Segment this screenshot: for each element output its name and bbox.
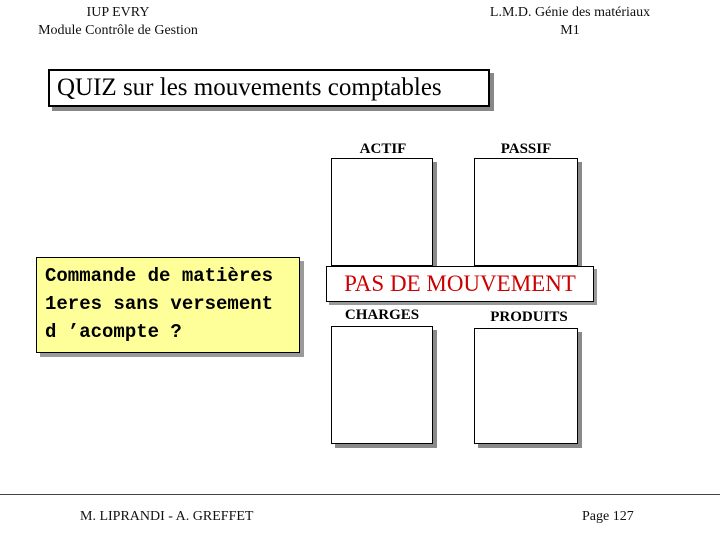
header-program: L.M.D. Génie des matériaux — [489, 5, 651, 20]
question-line-2: 1eres sans versement — [45, 293, 274, 315]
footer-authors: M. LIPRANDI - A. GREFFET — [80, 509, 254, 524]
header-left — [18, 4, 218, 40]
footer-page-number: Page 127 — [582, 509, 634, 524]
passif-box — [474, 158, 578, 266]
actif-label: ACTIF — [359, 141, 407, 157]
slide-title: QUIZ sur les mouvements comptables — [48, 69, 490, 107]
header-right — [450, 4, 690, 40]
produits-box — [474, 328, 578, 444]
answer-no-movement: PAS DE MOUVEMENT — [326, 266, 594, 302]
question-line-3: d ’acompte ? — [45, 321, 182, 343]
footer-divider — [0, 494, 720, 495]
question-line-1: Commande de matières — [45, 265, 274, 287]
header-module: Module Contrôle de Gestion — [38, 23, 198, 38]
charges-box — [331, 326, 433, 444]
produits-label: PRODUITS — [490, 309, 568, 325]
header-school: IUP EVRY — [86, 5, 150, 20]
actif-box — [331, 158, 433, 266]
charges-label: CHARGES — [344, 307, 420, 323]
question-box — [36, 257, 300, 353]
header-level: M1 — [560, 23, 580, 38]
passif-label: PASSIF — [500, 141, 552, 157]
